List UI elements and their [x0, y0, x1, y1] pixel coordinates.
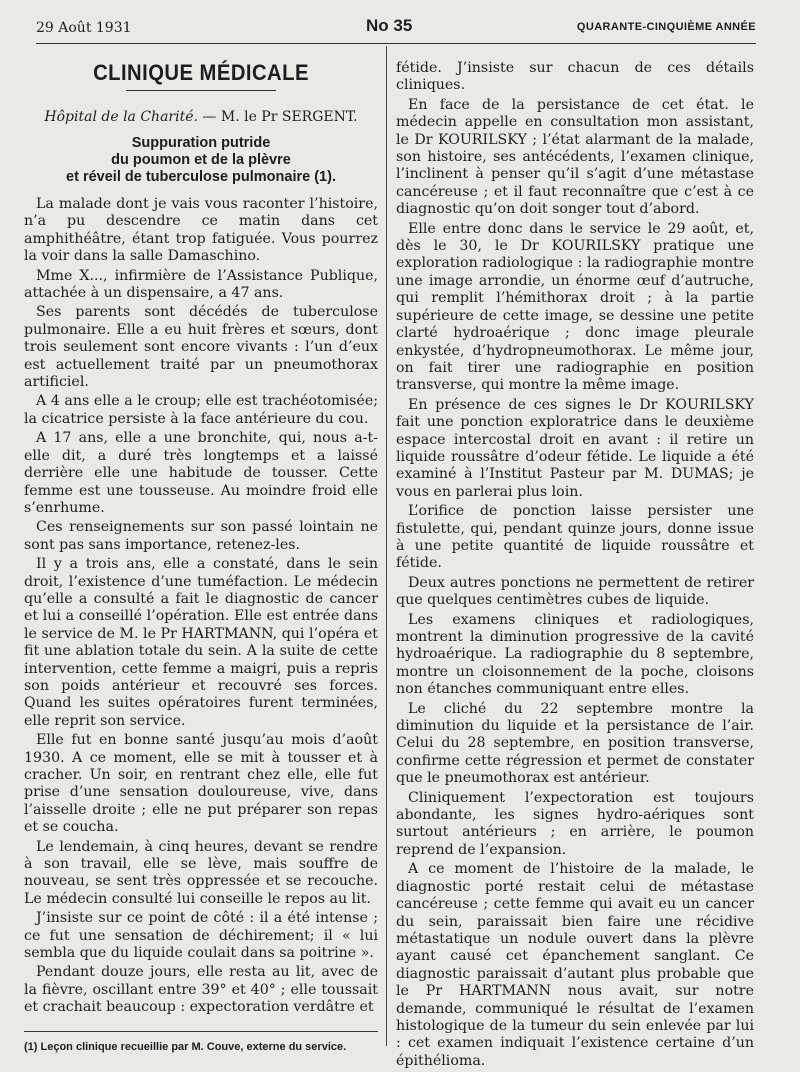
paragraph: La malade dont je vais vous raconter l’histoire, n’a pu descendre ce matin dans cet amphithéâtre, étant trop fatiguée. Vous pourrez la voir dans la salle Damaschino. [24, 196, 378, 265]
paragraph: Ces renseignements sur son passé lointain ne sont pas sans importance, retenez-les. [24, 519, 378, 553]
byline [24, 109, 378, 125]
header-divider [36, 43, 756, 44]
paragraph: Elle entre donc dans le service le 29 août, et, dès le 30, le Dr KOURILSKY pratique une exploration radiologique : la radiographie montre une image arrondie, un énorme œuf d’autruche, qui remplit l’hémithorax droit ; à la partie supérieure de cette image, se dessine une petite clarté hydroaérique ; donc image pleurale enkystée, d’hydropneumothorax. Le même jour, on fait tirer une radiographie en position transverse, qui montre la même image. [396, 220, 754, 394]
paragraph: A ce moment de l’histoire de la malade, le diagnostic porté restait celui de métastase cancéreuse ; cette femme qui avait eu un cancer du sein, paraissait bien faire une récidive métastatique un nodule ouvert dans la plèvre ayant causé cet épanchement sanglant. Ce diagnostic paraissait d’autant plus probable que le Pr HARTMANN nous avait, sur notre demande, communiqué le résultat de l’examen histologique de la tumeur du sein enlevée par lui : cet examen indiquait l’existence certaine d’un épithélioma. [396, 861, 754, 1069]
subtitle-line: et réveil de tuberculose pulmonaire (1). [66, 169, 336, 185]
issue-date: 29 Août 1931 [36, 20, 132, 36]
paragraph: Les examens cliniques et radiologiques, montrent la diminution progressive de la cavité hydroaérique. La radiographie du 8 septembre, montre un cloisonnement de la poche, cloisons non étanches communiquant entre elles. [396, 611, 754, 698]
paragraph: A 4 ans elle a le croup; elle est trachéotomisée; la cicatrice persiste à la face antérieure du cou. [24, 393, 378, 427]
paragraph: Pendant douze jours, elle resta au lit, avec de la fièvre, oscillant entre 39° et 40° ; elle toussait et crachait beaucoup : expectoration verdâtre et [24, 964, 378, 1016]
paragraph: A 17 ans, elle a une bronchite, qui, nous a-t-elle dit, a duré très longtemps et a laissé derrière elle une habitude de tousser. Cette femme est une tousseuse. Au moindre froid elle s’enrhume. [24, 430, 378, 516]
column-divider [386, 46, 387, 1046]
byline-place: Hôpital de la Charité. [44, 109, 198, 125]
paragraph: Le cliché du 22 septembre montre la diminution du liquide et la persistance de l’air. Celui du 28 septembre, en position transverse, confirme cette régression et permet de constater que le pneumothorax est antérieur. [396, 700, 754, 787]
paragraph: Deux autres ponctions ne permettent de retirer que quelques centimètres cubes de liquide. [396, 574, 754, 609]
footnote: (1) Leçon clinique recueillie par M. Couve, externe du service. [24, 1040, 347, 1053]
left-column [24, 60, 378, 1056]
section-title: CLINIQUE MÉDICALE [93, 60, 309, 85]
issue-number: No 35 [366, 16, 413, 35]
footnote-divider [24, 1031, 378, 1032]
paragraph: Elle fut en bonne santé jusqu’au mois d’août 1930. A ce moment, elle se mit à tousser et à cracher. Un soir, en rentrant chez elle, elle fut prise d’une sensation douloureuse, vive, dans l’aisselle droite ; elle ne put préparer son repas et se coucha. [24, 732, 378, 836]
paragraph: Ses parents sont décédés de tuberculose pulmonaire. Elle a eu huit frères et sœurs, dont trois seulement sont encore vivants : l’un d’eux est actuellement traité par un pneumothorax artificiel. [24, 304, 378, 391]
paragraph: Le lendemain, à cinq heures, devant se rendre à son travail, elle se lève, mais souffre de nouveau, se sent très oppressée et se recouche. Le médecin consulté lui conseille le repos au lit. [24, 838, 378, 907]
paragraph: Cliniquement l’expectoration est toujours abondante, les signes hydro-aériques sont surtout antérieurs ; en arrière, le poumon reprend de l’expansion. [396, 789, 754, 858]
title-divider [126, 90, 276, 91]
paragraph: L’orifice de ponction laisse persister une fistulette, qui, pendant quinze jours, donne issue à une petite quantité de liquide roussâtre et fétide. [396, 503, 754, 572]
article-subtitle [24, 135, 378, 186]
volume-year: QUARANTE-CINQUIÈME ANNÉE [576, 21, 756, 33]
subtitle-line: Suppuration putride [131, 135, 271, 151]
subtitle-line: du poumon et de la plèvre [111, 152, 291, 168]
byline-author: — M. le Pr SERGENT. [202, 109, 358, 125]
paragraph: fétide. J’insiste sur chacun de ces détails cliniques. [396, 60, 754, 94]
right-column [396, 60, 754, 1072]
paragraph: Mme X..., infirmière de l’Assistance Publique, attachée à un dispensaire, a 47 ans. [24, 267, 378, 302]
paragraph: En face de la persistance de cet état. le médecin appelle en consultation mon assistant, le Dr KOURILSKY ; l’état alarmant de la malade, son histoire, ses antécédents, l’examen clinique, l’inclinent à penser qu’il s’agit d’une métastase cancéreuse ; et il faut reconnaître que c’est à ce diagnostic qu’on doit songer tout d’abord. [396, 96, 754, 218]
paragraph: Il y a trois ans, elle a constaté, dans le sein droit, l’existence d’une tuméfaction. Le médecin qu’elle a consulté a fait le diagnostic de cancer et lui a conseillé l’opération. Elle est entrée dans le service de M. le Pr HARTMANN, qui l’opéra et fit une ablation totale du sein. A la suite de cette intervention, cette femme a maigri, puis a repris son poids antérieur et recouvré ses forces. Quand les suites opératoires furent terminées, elle reprit son service. [24, 556, 378, 729]
paragraph: J’insiste sur ce point de côté : il a été intense ; ce fut une sensation de déchirement; il « lui sembla que du liquide coulait dans sa poitrine ». [24, 910, 378, 962]
paragraph: En présence de ces signes le Dr KOURILSKY fait une ponction exploratrice dans le deuxième espace intercostal droit en avant : il retire un liquide roussâtre d’odeur fétide. Le liquide a été examiné à l’Institut Pasteur par M. DUMAS; je vous en parlerai plus loin. [396, 396, 754, 500]
page-header [36, 16, 756, 44]
